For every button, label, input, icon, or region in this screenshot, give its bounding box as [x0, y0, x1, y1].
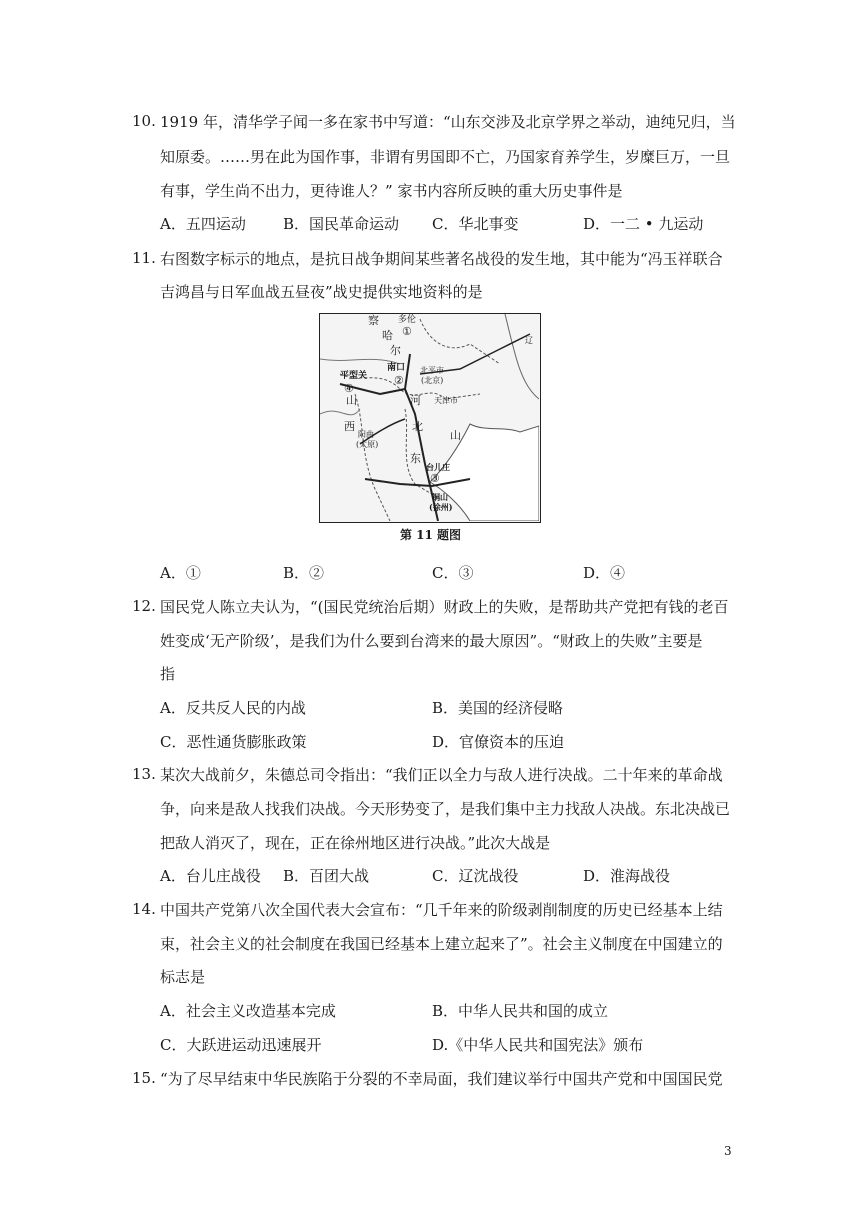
- question-text-line: 标志是: [160, 968, 206, 986]
- map-label: 辽: [525, 336, 533, 345]
- map-label: (北京): [421, 376, 444, 385]
- map-label: 山: [450, 429, 461, 442]
- question-text-line: 指: [160, 665, 176, 683]
- question-number: 12.: [132, 597, 156, 615]
- map-label: 铜山: [432, 492, 448, 502]
- map-label: 西: [344, 420, 355, 433]
- question-number: 15.: [132, 1069, 156, 1087]
- option-d: D．④: [583, 564, 626, 582]
- question-text-line: 国民党人陈立夫认为，“(国民党统治后期）财政上的失败，是帮助共产党把有钱的老百: [160, 598, 729, 616]
- question-number: 14.: [132, 900, 156, 918]
- option-b: B．百团大战: [283, 867, 370, 885]
- option-b: B．中华人民共和国的成立: [432, 1002, 609, 1020]
- option-d: D．淮海战役: [583, 867, 671, 885]
- figure-caption: 第 11 题图: [400, 528, 462, 542]
- option-c: C．华北事变: [432, 215, 519, 233]
- question-text-line: 知原委。……男在此为国作事，非谓有男国即不亡，乃国家育养学生，岁糜巨万，一旦: [160, 148, 731, 166]
- question-text-line: 姓变成‘无产阶级’，是我们为什么要到台湾来的最大原因”。“财政上的失败”主要是: [160, 632, 703, 650]
- question-text-line: 束，社会主义的社会制度在我国已经基本上建立起来了”。社会主义制度在中国建立的: [160, 935, 723, 953]
- option-a: A．反共反人民的内战: [160, 699, 306, 717]
- page-number: 3: [724, 1144, 732, 1158]
- map-drawing: [320, 314, 539, 521]
- map-label: 阳曲: [358, 430, 374, 439]
- question-text-line: 有事，学生尚不出力，更待谁人？” 家书内容所反映的重大历史事件是: [160, 182, 623, 200]
- map-label: 台儿庄: [426, 462, 450, 472]
- option-c: C．辽沈战役: [432, 867, 519, 885]
- question-text-line: 1919 年，清华学子闻一多在家书中写道：“山东交涉及北京学界之举动，迪纯兄归，当: [160, 113, 736, 131]
- option-a: A．①: [160, 564, 201, 582]
- map-marker-2: ②: [394, 374, 404, 387]
- option-c: C．恶性通货膨胀政策: [160, 733, 307, 751]
- map-label: 察: [368, 314, 379, 327]
- map-label: 山: [346, 394, 357, 407]
- map-label: 尔: [390, 344, 401, 357]
- map-label: 多伦: [398, 315, 417, 325]
- map-label: 天津市: [434, 396, 458, 405]
- question-text-line: “为了尽早结束中华民族陷于分裂的不幸局面，我们建议举行中国共产党和中国国民党: [160, 1070, 723, 1088]
- map-label: (徐州): [429, 502, 453, 512]
- map-label: 南口: [387, 363, 406, 373]
- battle-map-figure: [319, 313, 541, 523]
- option-d: D.《中华人民共和国宪法》颁布: [432, 1036, 644, 1054]
- option-a: A．五四运动: [160, 215, 246, 233]
- map-label: 北: [412, 420, 423, 433]
- question-number: 10.: [132, 112, 156, 130]
- option-a: A．台儿庄战役: [160, 867, 261, 885]
- map-marker-1: ①: [402, 325, 412, 338]
- option-c: C．③: [432, 564, 474, 582]
- map-label: 平型关: [340, 371, 368, 381]
- question-text-line: 争，向来是敌人找我们决战。今天形势变了，是我们集中主力找敌人决战。东北决战已: [160, 800, 731, 818]
- question-text-line: 右图数字标示的地点，是抗日战争期间某些著名战役的发生地，其中能为“冯玉祥联合: [160, 250, 723, 268]
- question-text-line: 中国共产党第八次全国代表大会宣布：“几千年来的阶级剥削制度的历史已经基本上结: [160, 901, 723, 919]
- question-text-line: 某次大战前夕，朱德总司令指出：“我们正以全力与敌人进行决战。二十年来的革命战: [160, 766, 723, 784]
- map-marker-3: ③: [430, 472, 440, 485]
- option-b: B．②: [283, 564, 325, 582]
- option-c: C．大跃进运动迅速展开: [160, 1036, 322, 1054]
- map-marker-4: ④: [344, 382, 354, 395]
- question-number: 11.: [132, 249, 156, 267]
- map-label: 哈: [382, 329, 393, 342]
- option-a: A．社会主义改造基本完成: [160, 1002, 336, 1020]
- question-text-line: 吉鸿昌与日军血战五昼夜”战史提供实地资料的是: [160, 283, 483, 301]
- option-b: B．国民革命运动: [283, 215, 400, 233]
- question-number: 13.: [132, 765, 156, 783]
- map-label: 河: [410, 394, 421, 407]
- option-d: D．一二 • 九运动: [583, 215, 704, 233]
- option-d: D．官僚资本的压迫: [432, 733, 565, 751]
- option-b: B．美国的经济侵略: [432, 699, 564, 717]
- map-label: 东: [410, 452, 421, 465]
- map-label: 北平市: [420, 366, 444, 375]
- question-text-line: 把敌人消灭了，现在，正在徐州地区进行决战。”此次大战是: [160, 834, 551, 852]
- map-label: (太原): [356, 440, 379, 449]
